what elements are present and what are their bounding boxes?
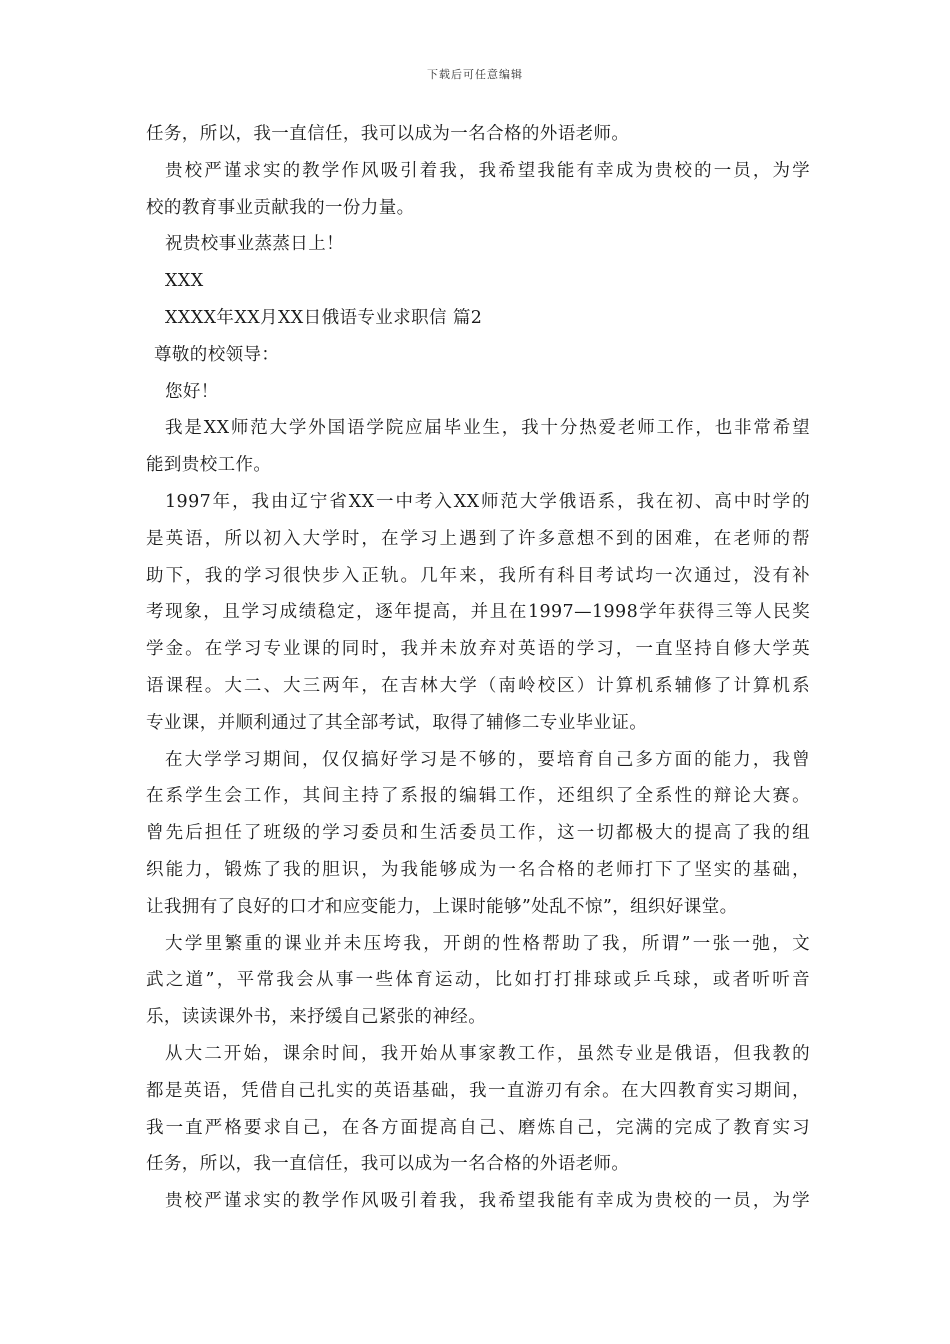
- text-line: 1997年，我由辽宁省XX一中考入XX师范大学俄语系，我在初、高中时学的: [165, 491, 810, 512]
- text-line: 学金。在学习专业课的同时，我并未放弃对英语的学习，一直坚持自修大学英: [146, 639, 810, 660]
- text-line: 乐，读读课外书，来抒缓自己紧张的神经。: [146, 1007, 487, 1028]
- text-line: 都是英语，凭借自己扎实的英语基础，我一直游刃有余。在大四教育实习期间，: [146, 1080, 810, 1101]
- text-line: 我一直严格要求自己，在各方面提高自己、磨炼自己，完满的完成了教育实习: [146, 1117, 810, 1138]
- text-line: 专业课，并顺利通过了其全部考试，取得了辅修二专业毕业证。: [146, 712, 648, 733]
- text-line: 尊敬的校领导：: [154, 344, 280, 365]
- text-line: XXX: [165, 271, 204, 292]
- text-line: 大学里繁重的课业并未压垮我，开朗的性格帮助了我，所谓”一张一弛，文: [165, 933, 810, 954]
- document-body: [146, 116, 810, 1220]
- text-line: 贵校严谨求实的教学作风吸引着我，我希望我能有幸成为贵校的一员，为学: [165, 1191, 810, 1212]
- text-line: 校的教育事业贡献我的一份力量。: [146, 197, 415, 218]
- text-line: 在系学生会工作，其间主持了系报的编辑工作，还组织了全系性的辩论大赛。: [146, 786, 810, 807]
- text-line: 从大二开始，课余时间，我开始从事家教工作，虽然专业是俄语，但我教的: [165, 1043, 810, 1064]
- text-line: 语课程。大二、大三两年，在吉林大学（南岭校区）计算机系辅修了计算机系: [146, 675, 810, 696]
- text-line: 让我拥有了良好的口才和应变能力，上课时能够”处乱不惊”，组织好课堂。: [146, 896, 738, 917]
- text-line: XXXX年XX月XX日俄语专业求职信 篇2: [165, 307, 483, 328]
- text-line: 织能力，锻炼了我的胆识，为我能够成为一名合格的老师打下了坚实的基础，: [146, 859, 810, 880]
- text-line: 祝贵校事业蒸蒸日上！: [165, 234, 344, 255]
- text-line: 武之道”，平常我会从事一些体育运动，比如打打排球或乒乓球，或者听听音: [146, 970, 810, 991]
- text-line: 在大学学习期间，仅仅搞好学习是不够的，要培育自己多方面的能力，我曾: [165, 749, 810, 770]
- text-line: 您好！: [165, 381, 219, 402]
- text-line: 能到贵校工作。: [146, 455, 272, 476]
- page-header-note: 下载后可任意编辑: [427, 68, 523, 81]
- text-line: 任务，所以，我一直信任，我可以成为一名合格的外语老师。: [146, 124, 630, 144]
- text-line: 贵校严谨求实的教学作风吸引着我，我希望我能有幸成为贵校的一员，为学: [165, 160, 810, 181]
- text-line: 考现象，且学习成绩稳定，逐年提高，并且在1997—1998学年获得三等人民奖: [146, 602, 810, 623]
- text-line: 助下，我的学习很快步入正轨。几年来，我所有科目考试均一次通过，没有补: [146, 565, 810, 586]
- text-line: 任务，所以，我一直信任，我可以成为一名合格的外语老师。: [146, 1154, 630, 1175]
- text-line: 是英语，所以初入大学时，在学习上遇到了许多意想不到的困难，在老师的帮: [146, 528, 810, 549]
- text-line: 我是XX师范大学外国语学院应届毕业生，我十分热爱老师工作，也非常希望: [165, 418, 810, 439]
- text-line: 曾先后担任了班级的学习委员和生活委员工作，这一切都极大的提高了我的组: [146, 823, 810, 844]
